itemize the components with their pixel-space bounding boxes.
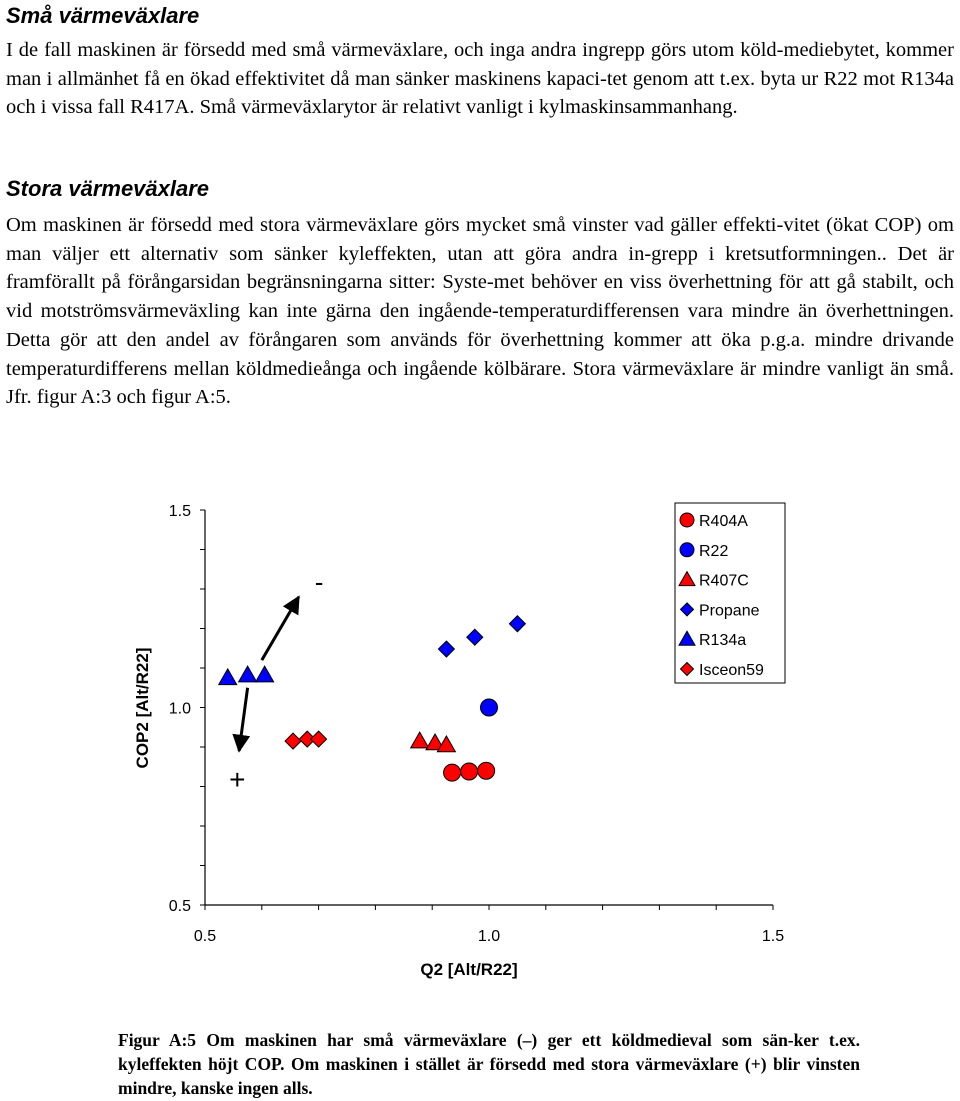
data-point-propane: [467, 629, 483, 645]
x-axis-label: Q2 [Alt/R22]: [420, 960, 518, 979]
annotation-minus: -: [314, 566, 324, 597]
data-point-r404a: [444, 764, 461, 781]
legend-label: R22: [699, 542, 729, 560]
data-point-propane: [509, 616, 525, 632]
legend-marker-r404a: [680, 513, 694, 527]
data-point-isceon59: [285, 733, 301, 749]
data-point-r404a: [461, 763, 478, 780]
figure-caption: Figur A:5 Om maskinen har små värmeväxlare (–) ger ett köldmedieval som sän-ker t.ex. kyleffekten höjt COP. Om maskinen i stället är försedd med stora värmeväxlare (+) blir vinsten mindre, kanske ingen alls.: [118, 1030, 860, 1098]
legend-label: R407C: [699, 572, 749, 590]
legend-box: [675, 503, 785, 683]
paragraph-large-heat-exchangers: Om maskinen är försedd med stora värmeväxlare görs mycket små vinster vad gäller effekti-vitet (ökat COP) om man väljer ett alternativ som sänker kyleffekten, utan att göra andra in-grepp i kretsutformningen.. Det är framförallt på förångarsidan begränsningarna sitter: Syste-met behöver en viss överhettning för att gå stabilt, och vid motströmsvärmeväxling kan inte gärna den ingående-temperaturdifferensen vara mindre än överhettningen. Detta gör att den andel av förångaren som används för överhettning kommer att öka p.g.a. mindre drivande temperaturdifferens mellan köldmedieånga och ingående kölbärare. Stora värmeväxlare är mindre vanligt än små. Jfr. figur A:3 och figur A:5.: [6, 214, 954, 409]
annotation-arrow: [239, 688, 248, 751]
y-tick-label: 1.0: [168, 700, 191, 718]
data-point-r134a: [219, 669, 237, 685]
annotation-plus: +: [229, 763, 246, 795]
data-point-propane: [438, 641, 454, 657]
data-point-r134a: [256, 666, 274, 682]
y-tick-label: 1.5: [168, 503, 191, 520]
data-point-r404a: [478, 762, 495, 779]
legend-label: R134a: [699, 632, 747, 650]
legend-label: Isceon59: [699, 662, 764, 679]
paragraph-small-heat-exchangers: I de fall maskinen är försedd med små värmeväxlare, och inga andra ingrepp görs utom köld-mediebytet, kommer man i allmänhet få en ökad effektivitet då man sänker maskinens kapaci-tet genom att t.ex. byta ur R22 mot R134a och i vissa fall R417A. Små värmeväxlarytor är relativt vanligt i kylmaskinsammanhang.: [6, 39, 954, 119]
heading-small-heat-exchangers: Små värmeväxlare: [6, 3, 200, 28]
data-point-r407c: [411, 732, 429, 748]
x-tick-label: 1.5: [761, 928, 785, 945]
annotation-arrow: [262, 597, 299, 660]
data-point-r134a: [239, 666, 257, 682]
legend-label: R404A: [699, 513, 748, 530]
y-axis-label: COP2 [Alt/R22]: [133, 647, 152, 769]
data-point-isceon59: [311, 731, 327, 747]
legend-marker-r22: [680, 543, 694, 557]
y-tick-label: 0.5: [168, 898, 191, 915]
x-tick-label: 0.5: [193, 928, 217, 945]
x-tick-label: 1.0: [477, 928, 501, 945]
heading-large-heat-exchangers: Stora värmeväxlare: [6, 176, 210, 201]
data-point-r22: [481, 699, 498, 716]
legend-label: Propane: [699, 602, 760, 620]
